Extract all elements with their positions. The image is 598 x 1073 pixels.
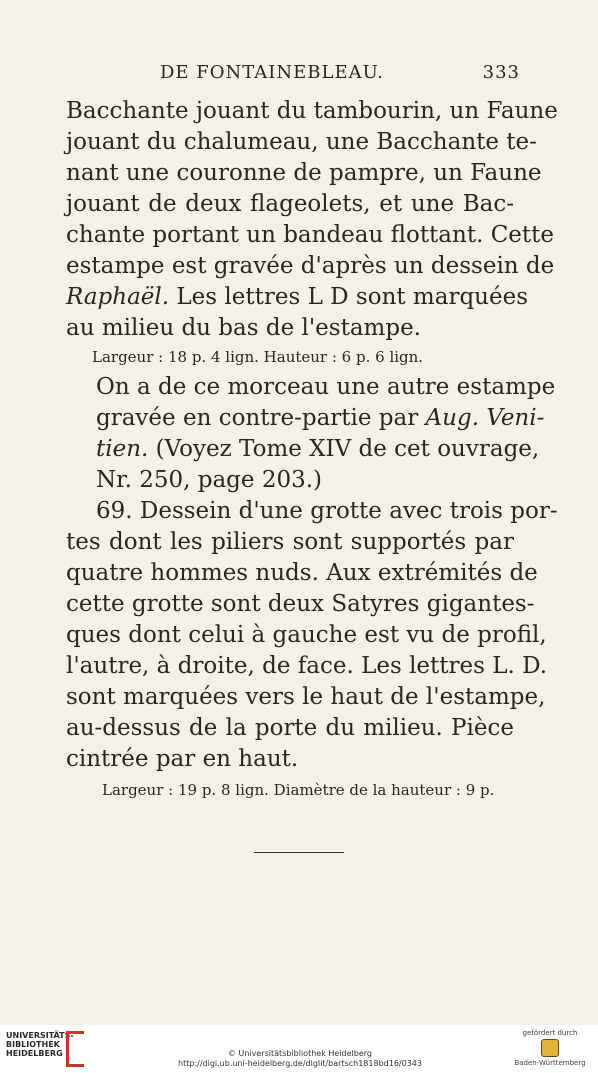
text-line: l'autre, à droite, de face. Les lettres L. D.	[66, 653, 548, 679]
text-line: tes dont les piliers sont supportés par	[66, 529, 514, 555]
text-line: au milieu du bas de l'estampe.	[66, 315, 421, 341]
text-fragment: (Voyez Tome XIV de cet ouvrage,	[148, 436, 540, 462]
funded-by-label: gefördert durch	[522, 1029, 578, 1037]
footer-credits	[140, 1049, 460, 1069]
funder-logo[interactable]	[510, 1029, 590, 1069]
text-line: chante portant un bandeau flottant. Cette	[66, 222, 554, 248]
engraver-name: Aug. Veni-	[425, 405, 545, 431]
text-line: On a de ce morceau une autre estampe	[96, 374, 556, 400]
running-header	[160, 62, 520, 90]
library-logo[interactable]	[4, 1029, 94, 1069]
text-line	[66, 403, 545, 434]
text-line	[66, 282, 529, 313]
text-line: 69. Dessein d'une grotte avec trois por-	[96, 498, 558, 524]
text-line: jouant du chalumeau, une Bacchante te-	[66, 129, 537, 155]
text-line: Nr. 250, page 203.)	[96, 467, 323, 493]
text-line: nant une couronne de pampre, un Faune	[66, 160, 542, 186]
text-line: jouant de deux flageolets, et une Bac-	[66, 191, 514, 217]
text-line: cette grotte sont deux Satyres gigantes-	[66, 591, 535, 617]
library-emblem-icon	[66, 1031, 84, 1067]
text-line: ques dont celui à gauche est vu de profil,	[66, 622, 547, 648]
digitization-footer	[0, 1025, 598, 1073]
text-fragment: Les lettres L D sont marquées	[169, 284, 529, 310]
page-number: 333	[482, 62, 520, 83]
dimensions-line: Largeur : 19 p. 8 lign. Diamètre de la hauteur : 9 p.	[102, 781, 495, 799]
section-divider	[254, 852, 344, 853]
dimensions-line: Largeur : 18 p. 4 lign. Hauteur : 6 p. 6 lign.	[92, 348, 424, 366]
artist-name: Raphaël.	[66, 284, 170, 310]
text-line: quatre hommes nuds. Aux extrémités de	[66, 560, 538, 586]
text-fragment: gravée en contre-partie par	[96, 405, 426, 431]
page-body	[66, 96, 558, 801]
library-logo-text: UNIVERSITÄTS- BIBLIOTHEK HEIDELBERG	[6, 1031, 74, 1058]
source-url-link[interactable]: http://digi.ub.uni-heidelberg.de/diglit/bartsch1818bd16/0343	[178, 1059, 422, 1068]
copyright-text: © Universitätsbibliothek Heidelberg	[227, 1049, 372, 1058]
funder-name: Baden-Württemberg	[514, 1059, 586, 1067]
header-title: DE FONTAINEBLEAU.	[160, 62, 384, 83]
text-line: cintrée par en haut.	[66, 746, 299, 772]
engraver-name: tien.	[96, 436, 149, 462]
text-line: sont marquées vers le haut de l'estampe,	[66, 684, 546, 710]
text-line: estampe est gravée d'après un dessein de	[66, 253, 555, 279]
state-crest-icon	[541, 1039, 559, 1057]
text-line	[66, 434, 540, 465]
text-line: Bacchante jouant du tambourin, un Faune	[66, 98, 558, 124]
text-line: au-dessus de la porte du milieu. Pièce	[66, 715, 514, 741]
